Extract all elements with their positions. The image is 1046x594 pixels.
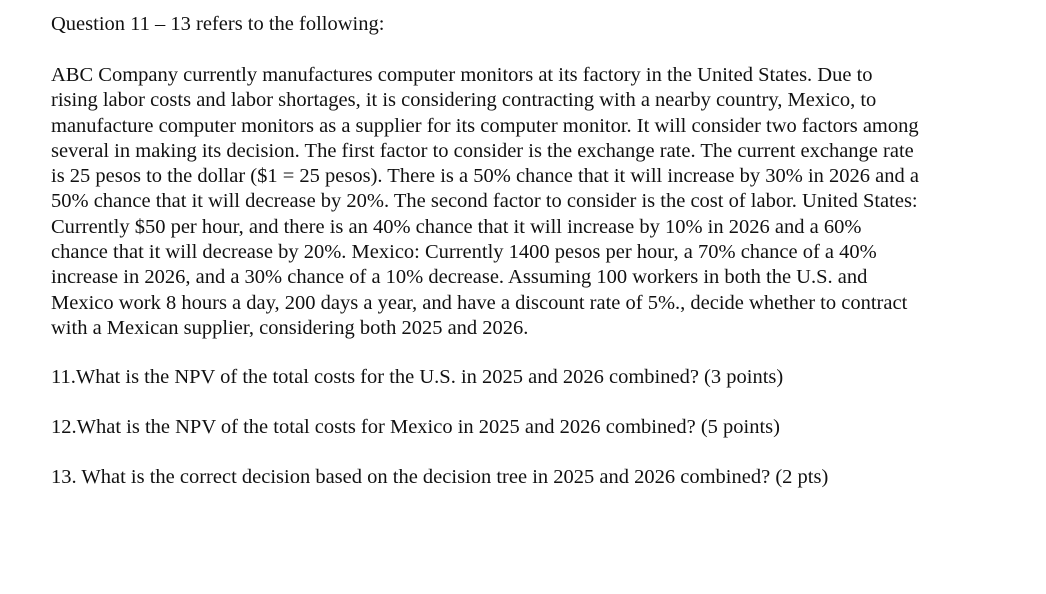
passage-line: with a Mexican supplier, considering both 2025 and 2026. [51,316,529,339]
passage-line: Mexico work 8 hours a day, 200 days a year, and have a discount rate of 5%., decide whether to contract [51,291,908,314]
passage-line: several in making its decision. The first factor to consider is the exchange rate. The current exchange rate [51,139,914,162]
question-list [51,365,1011,490]
passage-line: chance that it will decrease by 20%. Mexico: Currently 1400 pesos per hour, a 70% chance of a 40% [51,241,877,264]
passage-line: rising labor costs and labor shortages, it is considering contracting with a nearby country, Mexico, to [51,89,877,112]
problem-passage [51,63,1011,341]
document [51,12,1011,515]
passage-line: 50% chance that it will decrease by 20%. The second factor to consider is the cost of labor. United States: [51,190,918,213]
question-11: 11.What is the NPV of the total costs for the U.S. in 2025 and 2026 combined? (3 points) [51,366,784,389]
passage-line: manufacture computer monitors as a supplier for its computer monitor. It will consider two factors among [51,114,919,137]
section-heading: Question 11 – 13 refers to the following: [51,13,385,35]
question-13: 13. What is the correct decision based on the decision tree in 2025 and 2026 combined? (2 pts) [51,466,829,489]
question-12: 12.What is the NPV of the total costs for Mexico in 2025 and 2026 combined? (5 points) [51,416,780,439]
passage-line: ABC Company currently manufactures computer monitors at its factory in the United States. Due to [51,64,873,86]
passage-line: is 25 pesos to the dollar ($1 = 25 pesos). There is a 50% chance that it will increase by 30% in 2026 and a [51,165,919,188]
passage-line: Currently $50 per hour, and there is an 40% chance that it will increase by 10% in 2026 and a 60% [51,215,862,238]
passage-line: increase in 2026, and a 30% chance of a 10% decrease. Assuming 100 workers in both the U.S. and [51,266,868,289]
